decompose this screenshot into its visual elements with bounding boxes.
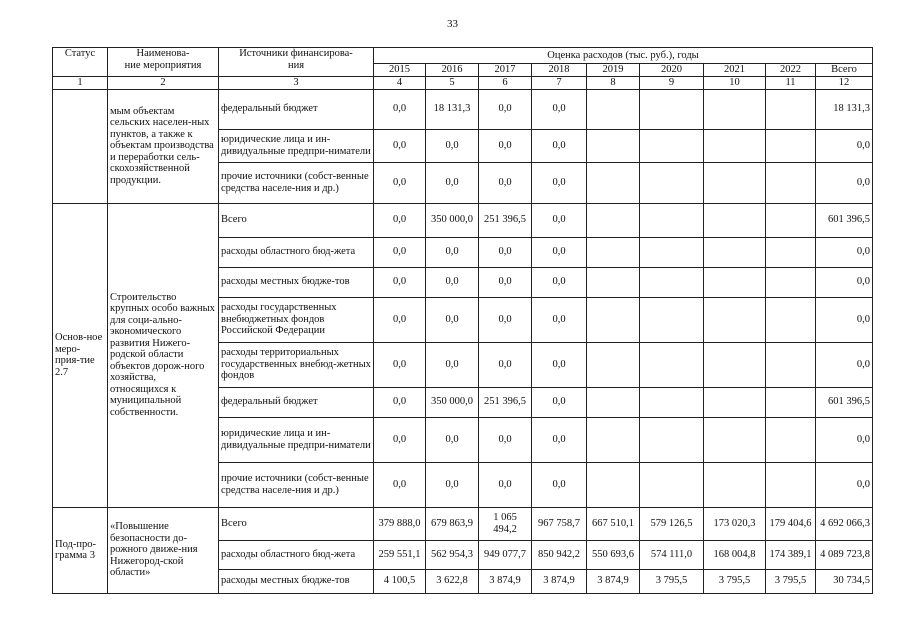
value-cell (704, 162, 766, 203)
value-cell (587, 267, 640, 297)
value-cell: 0,0 (426, 417, 479, 462)
funding-source-cell: расходы областного бюд-жета (219, 237, 374, 267)
value-cell: 0,0 (374, 89, 426, 129)
total-cell: 0,0 (816, 297, 873, 342)
value-cell (640, 203, 704, 237)
value-cell: 0,0 (374, 237, 426, 267)
value-cell (587, 462, 640, 507)
header-year: 2019 (587, 64, 640, 77)
header-year: 2017 (479, 64, 532, 77)
value-cell: 0,0 (479, 417, 532, 462)
header-year: 2018 (532, 64, 587, 77)
value-cell (766, 297, 816, 342)
value-cell (640, 162, 704, 203)
header-expenses: Оценка расходов (тыс. руб.), годы (374, 48, 873, 64)
value-cell: 550 693,6 (587, 540, 640, 569)
value-cell (587, 387, 640, 417)
value-cell (587, 203, 640, 237)
page-number: 33 (447, 18, 458, 30)
table-row (53, 89, 873, 129)
funding-source-cell: расходы местных бюдже-тов (219, 569, 374, 593)
value-cell (766, 162, 816, 203)
value-cell: 0,0 (479, 342, 532, 387)
funding-source-cell: юридические лица и ин-дивидуальные предпри-ниматели (219, 129, 374, 162)
value-cell (587, 129, 640, 162)
funding-source-cell: прочие источники (собст-венные средства населе-ния и др.) (219, 462, 374, 507)
value-cell (704, 297, 766, 342)
value-cell (587, 342, 640, 387)
value-cell: 0,0 (374, 162, 426, 203)
column-index: 11 (766, 77, 816, 90)
value-cell: 850 942,2 (532, 540, 587, 569)
value-cell: 0,0 (426, 297, 479, 342)
total-cell: 18 131,3 (816, 89, 873, 129)
value-cell: 0,0 (532, 89, 587, 129)
value-cell (640, 267, 704, 297)
value-cell (640, 89, 704, 129)
funding-source-cell: прочие источники (собст-венные средства населе-ния и др.) (219, 162, 374, 203)
value-cell (766, 267, 816, 297)
value-cell: 0,0 (532, 237, 587, 267)
value-cell (766, 387, 816, 417)
value-cell: 0,0 (479, 237, 532, 267)
value-cell: 179 404,6 (766, 507, 816, 540)
header-year: 2020 (640, 64, 704, 77)
value-cell (587, 297, 640, 342)
value-cell: 0,0 (532, 462, 587, 507)
table-row (53, 507, 873, 540)
value-cell (704, 387, 766, 417)
column-index: 4 (374, 77, 426, 90)
value-cell (704, 462, 766, 507)
value-cell: 0,0 (479, 462, 532, 507)
value-cell: 0,0 (374, 129, 426, 162)
value-cell (587, 162, 640, 203)
total-cell: 0,0 (816, 267, 873, 297)
column-index: 10 (704, 77, 766, 90)
value-cell: 3 874,9 (532, 569, 587, 593)
value-cell: 0,0 (532, 267, 587, 297)
value-cell: 251 396,5 (479, 387, 532, 417)
total-cell: 0,0 (816, 417, 873, 462)
header-year: Всего (816, 64, 873, 77)
value-cell (766, 203, 816, 237)
value-cell: 0,0 (532, 297, 587, 342)
total-cell: 0,0 (816, 462, 873, 507)
value-cell: 173 020,3 (704, 507, 766, 540)
funding-source-cell: расходы местных бюдже-тов (219, 267, 374, 297)
value-cell (640, 387, 704, 417)
value-cell: 379 888,0 (374, 507, 426, 540)
status-cell: Основ-ное меро-прия-тие 2.7 (53, 203, 108, 507)
value-cell: 3 795,5 (704, 569, 766, 593)
total-cell: 601 396,5 (816, 387, 873, 417)
value-cell: 0,0 (479, 297, 532, 342)
header-status: Статус (53, 48, 108, 77)
funding-source-cell: юридические лица и ин-дивидуальные предпри-ниматели (219, 417, 374, 462)
value-cell: 0,0 (374, 462, 426, 507)
value-cell: 18 131,3 (426, 89, 479, 129)
total-cell: 4 089 723,8 (816, 540, 873, 569)
value-cell: 0,0 (426, 129, 479, 162)
value-cell: 0,0 (426, 342, 479, 387)
total-cell: 0,0 (816, 129, 873, 162)
value-cell (587, 89, 640, 129)
value-cell (766, 129, 816, 162)
value-cell: 0,0 (426, 267, 479, 297)
funding-source-cell: Всего (219, 507, 374, 540)
status-cell: Под-про-грамма 3 (53, 507, 108, 593)
value-cell (704, 237, 766, 267)
header-year: 2016 (426, 64, 479, 77)
total-cell: 0,0 (816, 162, 873, 203)
value-cell (766, 237, 816, 267)
value-cell: 4 100,5 (374, 569, 426, 593)
column-index: 2 (108, 77, 219, 90)
total-cell: 601 396,5 (816, 203, 873, 237)
value-cell: 3 874,9 (587, 569, 640, 593)
value-cell (766, 462, 816, 507)
value-cell: 0,0 (426, 462, 479, 507)
value-cell: 3 795,5 (640, 569, 704, 593)
value-cell: 679 863,9 (426, 507, 479, 540)
value-cell: 0,0 (374, 417, 426, 462)
column-index: 5 (426, 77, 479, 90)
value-cell: 0,0 (374, 203, 426, 237)
funding-source-cell: расходы областного бюд-жета (219, 540, 374, 569)
value-cell (640, 237, 704, 267)
value-cell (640, 129, 704, 162)
event-name-cell: «Повышение безопасности до-рожного движе-ния Нижегород-ской области» (108, 507, 219, 593)
header-year: 2022 (766, 64, 816, 77)
value-cell: 0,0 (532, 129, 587, 162)
value-cell: 0,0 (479, 267, 532, 297)
value-cell: 3 874,9 (479, 569, 532, 593)
value-cell (704, 89, 766, 129)
value-cell: 3 622,8 (426, 569, 479, 593)
value-cell: 0,0 (532, 342, 587, 387)
table-row (53, 203, 873, 237)
value-cell: 168 004,8 (704, 540, 766, 569)
funding-source-cell: Всего (219, 203, 374, 237)
funding-source-cell: федеральный бюджет (219, 387, 374, 417)
total-cell: 4 692 066,3 (816, 507, 873, 540)
funding-source-cell: федеральный бюджет (219, 89, 374, 129)
value-cell: 0,0 (374, 387, 426, 417)
funding-source-cell: расходы территориальных государственных внебюд-жетных фондов (219, 342, 374, 387)
value-cell: 0,0 (479, 89, 532, 129)
event-name-cell: мым объектам сельских населен-ных пунктов, а также к объектам производства и переработки сель-скохозяйственной продукции. (108, 89, 219, 203)
value-cell: 967 758,7 (532, 507, 587, 540)
budget-table (52, 47, 873, 594)
value-cell: 1 065 494,2 (479, 507, 532, 540)
value-cell (704, 342, 766, 387)
value-cell (704, 203, 766, 237)
value-cell: 0,0 (426, 162, 479, 203)
header-event-name: Наименова- ние мероприятия (108, 48, 219, 77)
value-cell (704, 417, 766, 462)
value-cell: 949 077,7 (479, 540, 532, 569)
value-cell (704, 267, 766, 297)
status-cell (53, 89, 108, 203)
value-cell (766, 342, 816, 387)
value-cell: 574 111,0 (640, 540, 704, 569)
value-cell (587, 417, 640, 462)
value-cell: 0,0 (374, 342, 426, 387)
column-index: 9 (640, 77, 704, 90)
total-cell: 0,0 (816, 342, 873, 387)
value-cell (766, 89, 816, 129)
event-name-cell: Строительство крупных особо важных для соци-ально-экономического развития Нижего-родской области объектов дорож-ного хозяйства, относящихся к муниципальной собственности. (108, 203, 219, 507)
header-funding-sources: Источники финансирова- ния (219, 48, 374, 77)
value-cell: 579 126,5 (640, 507, 704, 540)
column-index: 6 (479, 77, 532, 90)
value-cell (640, 297, 704, 342)
total-cell: 30 734,5 (816, 569, 873, 593)
value-cell: 0,0 (374, 297, 426, 342)
value-cell (766, 417, 816, 462)
value-cell (640, 342, 704, 387)
value-cell: 0,0 (426, 237, 479, 267)
value-cell (640, 417, 704, 462)
value-cell (640, 462, 704, 507)
value-cell: 251 396,5 (479, 203, 532, 237)
value-cell: 0,0 (532, 203, 587, 237)
value-cell: 562 954,3 (426, 540, 479, 569)
value-cell: 3 795,5 (766, 569, 816, 593)
header-year: 2015 (374, 64, 426, 77)
column-index: 8 (587, 77, 640, 90)
column-index: 7 (532, 77, 587, 90)
value-cell: 350 000,0 (426, 203, 479, 237)
column-index: 1 (53, 77, 108, 90)
value-cell: 350 000,0 (426, 387, 479, 417)
funding-source-cell: расходы государственных внебюджетных фондов Российской Федерации (219, 297, 374, 342)
value-cell: 0,0 (479, 162, 532, 203)
value-cell: 0,0 (532, 162, 587, 203)
column-index: 3 (219, 77, 374, 90)
value-cell: 667 510,1 (587, 507, 640, 540)
value-cell (587, 237, 640, 267)
value-cell: 174 389,1 (766, 540, 816, 569)
total-cell: 0,0 (816, 237, 873, 267)
value-cell: 259 551,1 (374, 540, 426, 569)
column-index: 12 (816, 77, 873, 90)
value-cell: 0,0 (479, 129, 532, 162)
header-year: 2021 (704, 64, 766, 77)
value-cell: 0,0 (532, 417, 587, 462)
value-cell: 0,0 (532, 387, 587, 417)
value-cell (704, 129, 766, 162)
value-cell: 0,0 (374, 267, 426, 297)
